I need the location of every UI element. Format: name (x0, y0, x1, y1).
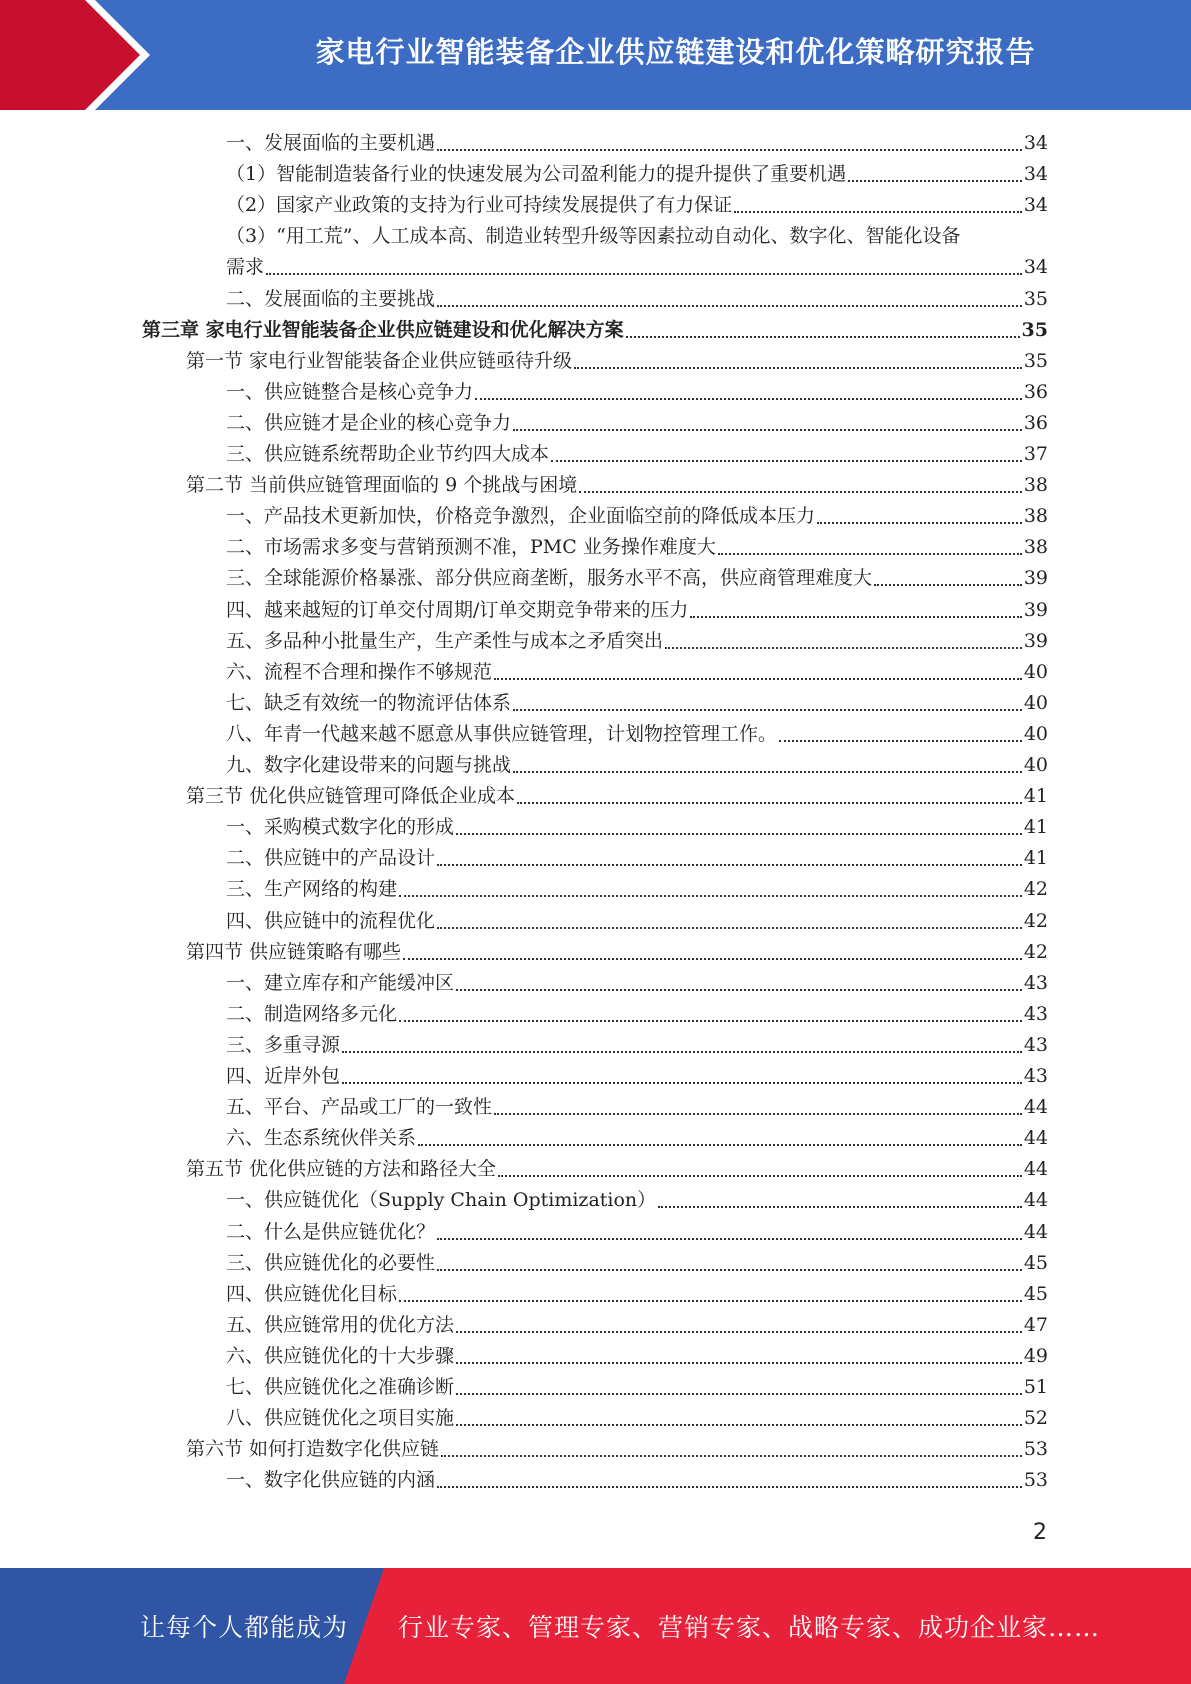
toc-subsection-entry[interactable] (226, 968, 1048, 999)
toc-dot-leader (266, 273, 1022, 275)
toc-entry-page: 52 (1023, 1407, 1048, 1430)
toc-entry-title: （3）“用工荒”、人工成本高、制造业转型升级等因素拉动自动化、数字化、智能化设备 (226, 225, 961, 248)
toc-subsection-entry[interactable] (226, 439, 1048, 470)
toc-entry-title: 二、什么是供应链优化？ (226, 1220, 436, 1243)
toc-entry-page: 34 (1023, 256, 1048, 279)
toc-entry-title: 二、发展面临的主要挑战 (226, 287, 436, 310)
toc-entry-title: 三、多重寻源 (226, 1033, 341, 1056)
toc-entry-title: 第三节 优化供应链管理可降低企业成本 (186, 785, 516, 808)
toc-subsection-entry[interactable] (226, 657, 1048, 688)
toc-entry-page: 41 (1023, 816, 1048, 839)
toc-entry-page: 42 (1023, 909, 1048, 932)
toc-entry-page: 44 (1023, 1189, 1048, 1212)
toc-dot-leader (494, 1113, 1022, 1115)
toc-entry-title: 三、供应链系统帮助企业节约四大成本 (226, 443, 550, 465)
toc-subsection-entry[interactable] (226, 1465, 1048, 1496)
toc-subsection-entry[interactable] (226, 843, 1048, 874)
toc-dot-leader (498, 1175, 1022, 1177)
toc-entry-title: 一、采购模式数字化的形成 (226, 816, 455, 839)
toc-entry-page: 38 (1023, 505, 1048, 528)
toc-subsection-entry[interactable] (226, 688, 1048, 719)
toc-entry-title: 第六节 如何打造数字化供应链 (186, 1438, 440, 1461)
toc-entry-page: 49 (1023, 1344, 1048, 1367)
toc-entry-title: 四、越来越短的订单交付周期/订单交期竞争带来的压力 (226, 598, 689, 621)
toc-entry-page: 36 (1023, 380, 1048, 403)
toc-dot-leader (342, 1082, 1022, 1084)
toc-dot-leader (437, 1486, 1022, 1488)
toc-dot-leader (475, 398, 1022, 400)
toc-entry-page: 40 (1023, 691, 1048, 714)
toc-dot-leader (403, 958, 1022, 960)
toc-dot-leader (437, 1269, 1022, 1271)
toc-entry-page: 40 (1023, 754, 1048, 776)
toc-entry-title: 九、数字化建设带来的问题与挑战 (226, 754, 512, 776)
toc-entry-title: 四、供应链优化目标 (226, 1282, 398, 1305)
toc-entry-page: 40 (1023, 722, 1048, 745)
toc-entry-page: 34 (1023, 163, 1048, 186)
toc-subsection-entry[interactable] (226, 252, 1048, 283)
toc-dot-leader (574, 367, 1022, 369)
toc-entry-page: 44 (1023, 1127, 1048, 1150)
toc-entry-title: 五、供应链常用的优化方法 (226, 1313, 455, 1336)
toc-entry-title: 第三章 家电行业智能装备企业供应链建设和优化解决方案 (142, 318, 624, 341)
toc-dot-leader (418, 1144, 1022, 1146)
toc-dot-leader (551, 460, 1022, 462)
toc-dot-leader (513, 709, 1022, 711)
toc-dot-leader (494, 678, 1022, 680)
toc-entry-title: 六、流程不合理和操作不够规范 (226, 660, 493, 683)
toc-subsection-entry[interactable] (226, 221, 1048, 252)
toc-subsection-entry[interactable] (226, 1403, 1048, 1434)
toc-dot-leader (399, 895, 1022, 897)
toc-entry-page: 38 (1023, 536, 1048, 559)
toc-entry-title: 五、平台、产品或工厂的一致性 (226, 1096, 493, 1119)
toc-entry-title: 二、制造网络多元化 (226, 1002, 398, 1025)
toc-entry-title: 一、供应链整合是核心竞争力 (226, 380, 474, 403)
toc-dot-leader (626, 336, 1020, 338)
toc-dot-leader (456, 989, 1022, 991)
page-header (0, 0, 1191, 110)
toc-dot-leader (513, 429, 1022, 431)
toc-entry-page: 45 (1023, 1251, 1048, 1274)
toc-entry-page: 42 (1023, 878, 1048, 901)
toc-entry-page: 35 (1023, 349, 1048, 372)
toc-entry-page: 39 (1023, 629, 1048, 652)
toc-dot-leader (441, 1455, 1022, 1457)
toc-dot-leader (456, 1424, 1022, 1426)
toc-section-entry[interactable] (186, 470, 1048, 501)
toc-subsection-entry[interactable] (226, 626, 1048, 657)
toc-entry-page: 40 (1023, 660, 1048, 683)
toc-entry-page: 43 (1023, 1065, 1048, 1087)
toc-entry-title: 七、供应链优化之准确诊断 (226, 1376, 455, 1398)
toc-subsection-entry[interactable] (226, 595, 1048, 626)
toc-subsection-entry[interactable] (226, 750, 1048, 781)
toc-entry-page: 41 (1023, 847, 1048, 870)
toc-entry-page: 42 (1023, 940, 1048, 963)
toc-entry-title: 第四节 供应链策略有哪些 (186, 940, 402, 963)
toc-subsection-entry[interactable] (226, 1030, 1048, 1061)
toc-entry-title: 三、全球能源价格暴涨、部分供应商垄断，服务水平不高，供应商管理难度大 (226, 567, 873, 590)
toc-dot-leader (399, 1300, 1022, 1302)
toc-subsection-entry[interactable] (226, 284, 1048, 315)
toc-dot-leader (734, 211, 1022, 213)
toc-entry-page: 39 (1023, 598, 1048, 621)
toc-entry-title: 一、建立库存和产能缓冲区 (226, 971, 455, 994)
toc-subsection-entry[interactable] (226, 377, 1048, 408)
toc-entry-page: 37 (1023, 443, 1048, 465)
toc-section-entry[interactable] (186, 346, 1048, 377)
toc-dot-leader (399, 1020, 1022, 1022)
toc-entry-title: 三、生产网络的构建 (226, 878, 398, 901)
toc-dot-leader (779, 740, 1022, 742)
toc-entry-page: 36 (1023, 411, 1048, 434)
toc-entry-title: 六、生态系统伙伴关系 (226, 1127, 417, 1150)
toc-entry-page: 34 (1023, 132, 1048, 154)
toc-chapter-entry[interactable] (142, 315, 1048, 346)
toc-entry-page: 35 (1021, 318, 1048, 341)
toc-dot-leader (437, 149, 1022, 151)
toc-subsection-entry[interactable] (226, 906, 1048, 937)
toc-entry-title: （1）智能制造装备行业的快速发展为公司盈利能力的提升提供了重要机遇 (226, 163, 847, 186)
footer-slogan-left: 让每个人都能成为 (140, 1613, 349, 1642)
toc-subsection-entry[interactable] (226, 1092, 1048, 1123)
toc-entry-title: 第一节 家电行业智能装备企业供应链亟待升级 (186, 349, 573, 372)
toc-subsection-entry[interactable] (226, 999, 1048, 1030)
toc-entry-page: 51 (1023, 1376, 1048, 1398)
toc-subsection-entry[interactable] (226, 1123, 1048, 1154)
toc-dot-leader (437, 305, 1022, 307)
toc-subsection-entry[interactable] (226, 408, 1048, 439)
toc-entry-page: 38 (1023, 474, 1048, 497)
toc-subsection-entry[interactable] (226, 719, 1048, 750)
toc-dot-leader (437, 1238, 1022, 1240)
toc-entry-title: 六、供应链优化的十大步骤 (226, 1344, 455, 1367)
toc-entry-title: 第五节 优化供应链的方法和路径大全 (186, 1158, 497, 1181)
toc-entry-title: 第二节 当前供应链管理面临的 9 个挑战与困境 (186, 474, 578, 497)
toc-dot-leader (665, 647, 1022, 649)
toc-subsection-entry[interactable] (226, 128, 1048, 159)
toc-subsection-entry[interactable] (226, 1185, 1048, 1216)
toc-dot-leader (456, 1393, 1022, 1395)
toc-dot-leader (456, 1362, 1022, 1364)
toc-dot-leader (874, 584, 1022, 586)
toc-subsection-entry[interactable] (226, 1310, 1048, 1341)
toc-entry-page: 53 (1023, 1438, 1048, 1461)
toc-entry-title: 八、供应链优化之项目实施 (226, 1407, 455, 1430)
toc-dot-leader (718, 553, 1022, 555)
toc-dot-leader (848, 180, 1022, 182)
toc-dot-leader (456, 833, 1022, 835)
page-footer (0, 1568, 1191, 1684)
toc-entry-title: 八、年青一代越来越不愿意从事供应链管理，计划物控管理工作。 (226, 722, 778, 745)
report-title: 家电行业智能装备企业供应链建设和优化策略研究报告 (315, 34, 1036, 69)
toc-section-entry[interactable] (186, 781, 1048, 812)
toc-entry-title: 三、供应链优化的必要性 (226, 1251, 436, 1274)
toc-entry-page: 47 (1023, 1313, 1048, 1336)
toc-subsection-entry[interactable] (226, 532, 1048, 563)
toc-dot-leader (690, 616, 1021, 618)
toc-entry-title: 二、市场需求多变与营销预测不准，PMC 业务操作难度大 (226, 536, 716, 559)
toc-dot-leader (456, 1331, 1022, 1333)
toc-dot-leader (579, 491, 1022, 493)
toc-entry-title: 四、供应链中的流程优化 (226, 909, 436, 932)
toc-subsection-entry[interactable] (226, 874, 1048, 905)
toc-subsection-entry[interactable] (226, 190, 1048, 221)
toc-subsection-entry[interactable] (226, 1341, 1048, 1372)
toc-subsection-entry[interactable] (226, 501, 1048, 532)
toc-dot-leader (517, 802, 1022, 804)
toc-entry-page: 34 (1023, 194, 1048, 217)
toc-entry-page: 41 (1023, 785, 1048, 808)
toc-entry-title: （2）国家产业政策的支持为行业可持续发展提供了有力保证 (226, 194, 733, 217)
toc-subsection-entry[interactable] (226, 159, 1048, 190)
toc-section-entry[interactable] (186, 937, 1048, 968)
toc-entry-page: 43 (1023, 1033, 1048, 1056)
page-number: 2 (1033, 1520, 1047, 1545)
toc-entry-page: 45 (1023, 1282, 1048, 1305)
toc-entry-page: 44 (1023, 1158, 1048, 1181)
toc-entry-title: 需求 (226, 256, 265, 279)
toc-entry-title: 四、近岸外包 (226, 1065, 341, 1087)
toc-subsection-entry[interactable] (226, 1279, 1048, 1310)
toc-subsection-entry[interactable] (226, 563, 1048, 594)
toc-entry-page: 53 (1023, 1469, 1048, 1492)
toc-dot-leader (437, 927, 1022, 929)
toc-entry-title: 一、发展面临的主要机遇 (226, 132, 436, 154)
footer-slogan-right: 行业专家、管理专家、营销专家、战略专家、成功企业家…… (398, 1613, 1101, 1642)
toc-entry-page: 44 (1023, 1096, 1048, 1119)
toc-subsection-entry[interactable] (226, 1248, 1048, 1279)
toc-entry-page: 44 (1023, 1220, 1048, 1243)
toc-entry-title: 二、供应链才是企业的核心竞争力 (226, 411, 512, 434)
header-arrow-decoration (0, 0, 170, 110)
toc-subsection-entry[interactable] (226, 1217, 1048, 1248)
toc-entry-title: 一、数字化供应链的内涵 (226, 1469, 436, 1492)
toc-entry-page: 35 (1023, 287, 1048, 310)
toc-entry-page: 43 (1023, 971, 1048, 994)
toc-entry-page: 43 (1023, 1002, 1048, 1025)
toc-dot-leader (658, 1206, 1022, 1208)
toc-subsection-entry[interactable] (226, 1061, 1048, 1092)
toc-entry-title: 二、供应链中的产品设计 (226, 847, 436, 870)
toc-section-entry[interactable] (186, 1434, 1048, 1465)
toc-dot-leader (513, 771, 1022, 773)
toc-entry-title: 七、缺乏有效统一的物流评估体系 (226, 691, 512, 714)
toc-entry-title: 五、多品种小批量生产，生产柔性与成本之矛盾突出 (226, 629, 664, 652)
toc-dot-leader (437, 864, 1022, 866)
toc-entry-page: 39 (1023, 567, 1048, 590)
toc-section-entry[interactable] (186, 1154, 1048, 1185)
toc-subsection-entry[interactable] (226, 1372, 1048, 1403)
toc-dot-leader (817, 522, 1022, 524)
toc-entry-title: 一、供应链优化（Supply Chain Optimization） (226, 1189, 657, 1212)
toc-subsection-entry[interactable] (226, 812, 1048, 843)
toc-dot-leader (342, 1051, 1022, 1053)
toc-entry-title: 一、产品技术更新加快，价格竞争激烈，企业面临空前的降低成本压力 (226, 505, 816, 528)
